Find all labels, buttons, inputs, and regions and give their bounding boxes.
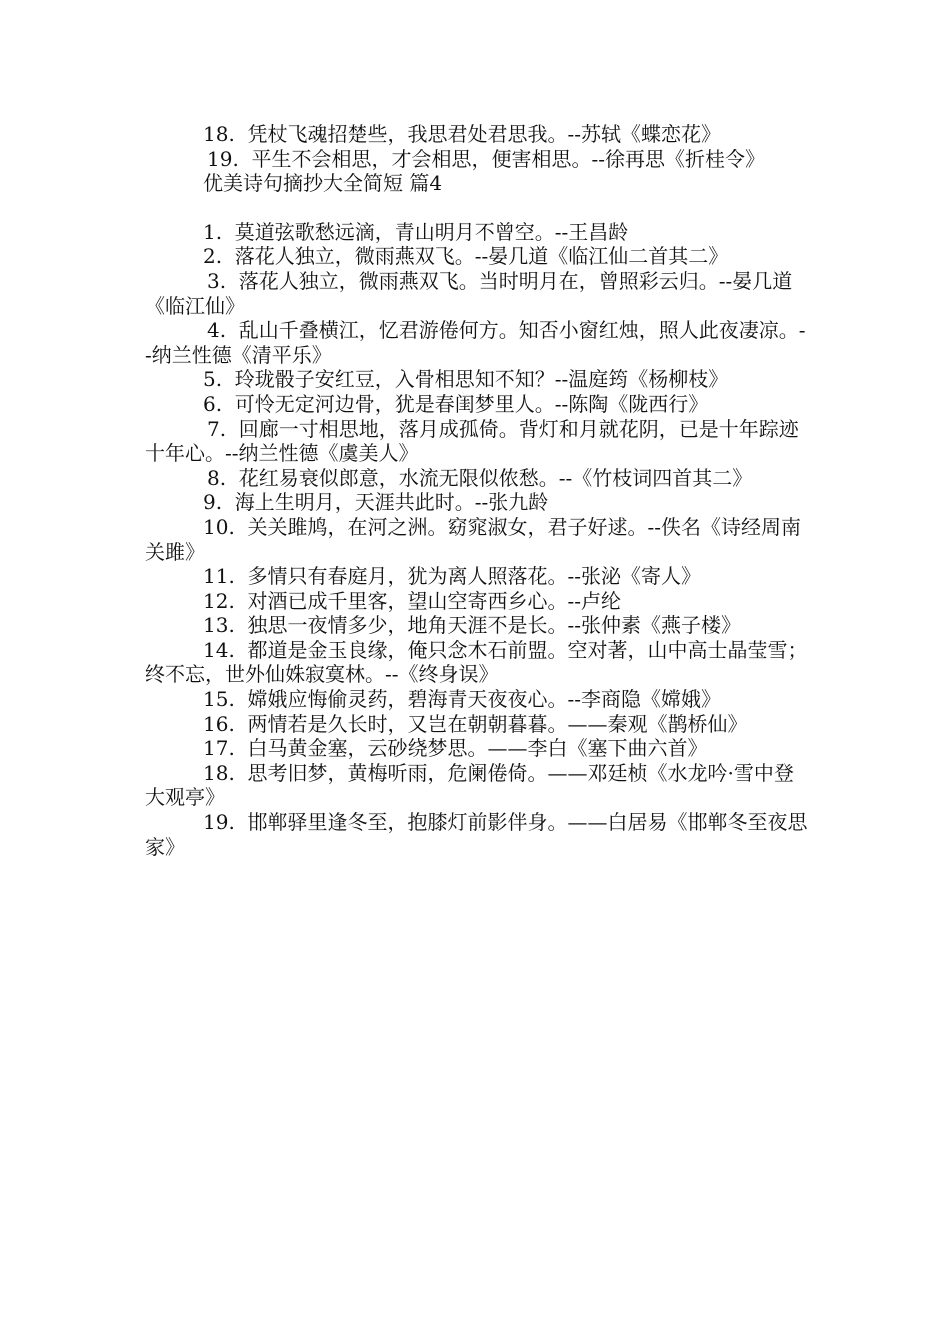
section-title: 优美诗句摘抄大全简短 篇4 bbox=[203, 171, 443, 196]
list-item: 9. 海上生明月，天涯共此时。--张九龄 bbox=[203, 490, 549, 515]
list-item: 7. 回廊一寸相思地，落月成孤倚。背灯和月就花阴，已是十年踪迹十年心。--纳兰性德《虞美人》 bbox=[145, 416, 799, 466]
poem-line: 19. 平生不会相思，才会相思，便害相思。--徐再思《折桂令》 bbox=[207, 146, 766, 171]
spacer bbox=[145, 196, 810, 220]
list-item: 18. 思考旧梦，黄梅听雨，危阑倦倚。——邓廷桢《水龙吟·雪中登大观亭》 bbox=[145, 760, 794, 810]
list-item: 3. 落花人独立，微雨燕双飞。当时明月在，曾照彩云归。--晏几道《临江仙》 bbox=[145, 268, 793, 318]
list-item: 13. 独思一夜情多少，地角天涯不是长。--张仲素《燕子楼》 bbox=[203, 613, 742, 638]
list-item: 10. 关关雎鸠，在河之洲。窈窕淑女，君子好逑。--佚名《诗经周南关雎》 bbox=[145, 514, 802, 564]
list-item: 12. 对酒已成千里客，望山空寄西乡心。--卢纶 bbox=[203, 588, 622, 613]
list-item: 1. 莫道弦歌愁远滴，青山明月不曾空。--王昌龄 bbox=[203, 219, 629, 244]
list-item: 19. 邯郸驿里逢冬至，抱膝灯前影伴身。——白居易《邯郸冬至夜思家》 bbox=[145, 810, 808, 859]
list-item: 6. 可怜无定河边骨，犹是春闺梦里人。--陈陶《陇西行》 bbox=[203, 391, 709, 416]
list-item: 14. 都道是金玉良缘，俺只念木石前盟。空对著，山中高士晶莹雪；终不忘，世外仙姝寂寞林。--《终身误》 bbox=[145, 637, 808, 687]
list-item: 15. 嫦娥应悔偷灵药，碧海青天夜夜心。--李商隐《嫦娥》 bbox=[203, 687, 722, 712]
poem-line: 18. 凭杖飞魂招楚些，我思君处君思我。--苏轼《蝶恋花》 bbox=[203, 122, 722, 146]
list-item: 11. 多情只有春庭月，犹为离人照落花。--张泌《寄人》 bbox=[203, 564, 702, 589]
list-item: 8. 花红易衰似郎意，水流无限似侬愁。--《竹枝词四首其二》 bbox=[207, 465, 753, 490]
list-item: 4. 乱山千叠横江，忆君游倦何方。知否小窗红烛，照人此夜凄凉。--纳兰性德《清平乐》 bbox=[145, 318, 806, 367]
document-page bbox=[145, 122, 810, 859]
list-item: 5. 玲珑骰子安红豆，入骨相思知不知？--温庭筠《杨柳枝》 bbox=[203, 367, 729, 392]
list-item: 16. 两情若是久长时，又岂在朝朝暮暮。——秦观《鹊桥仙》 bbox=[203, 711, 748, 736]
list-item: 2. 落花人独立，微雨燕双飞。--晏几道《临江仙二首其二》 bbox=[203, 244, 729, 269]
list-item: 17. 白马黄金塞，云砂绕梦思。——李白《塞下曲六首》 bbox=[203, 736, 708, 761]
